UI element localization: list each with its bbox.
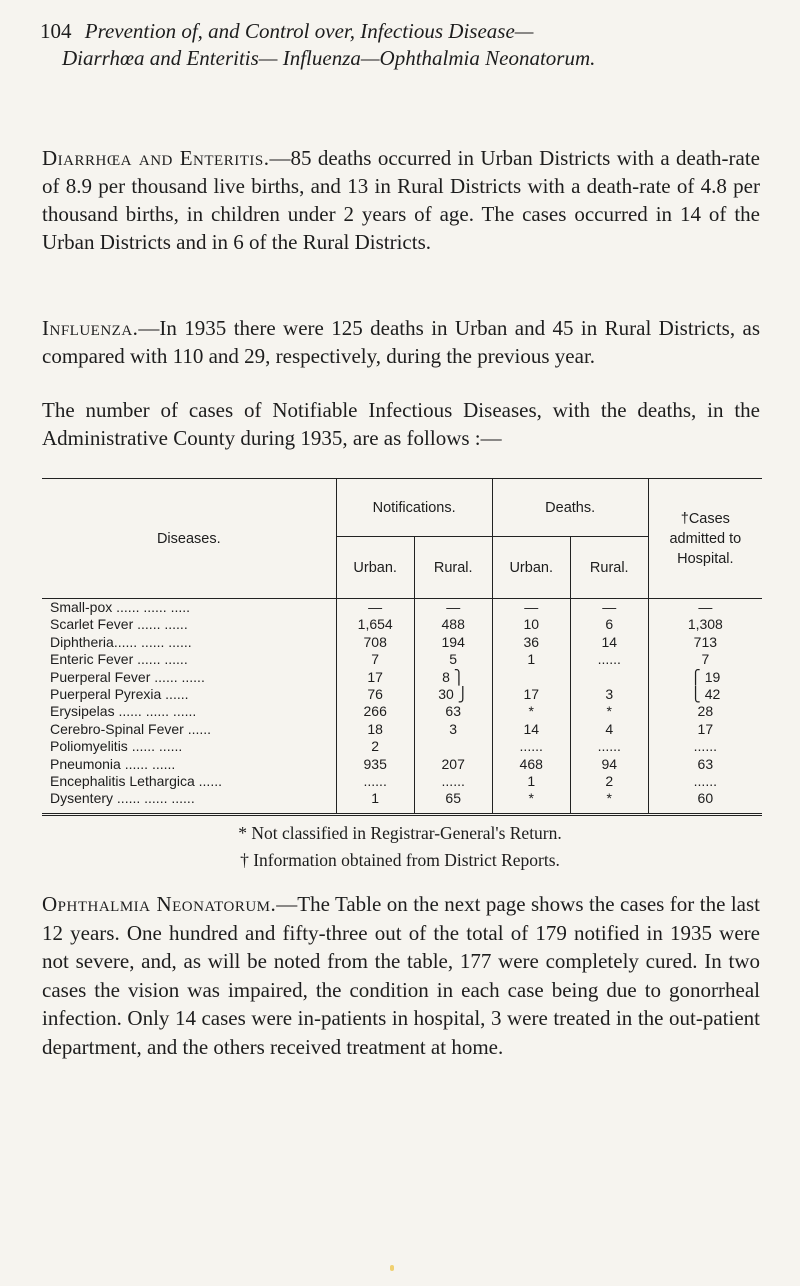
cell-deaths-rural: 94 [570,756,648,773]
diseases-table [42,478,762,816]
footnote-asterisk: * Not classified in Registrar-General's Return. [238,823,562,843]
cell-notif-urban: 2 [336,738,414,755]
cell-disease: Erysipelas ...... ...... ...... [50,703,197,720]
cell-deaths-urban [492,669,570,686]
cell-notif-rural: 65 [414,790,492,814]
table-row [42,790,762,814]
cell-deaths-urban: 14 [492,721,570,738]
cell-disease: Puerperal Fever ...... ...... [50,668,205,685]
cell-notif-rural [414,738,492,755]
cell-notif-rural: 3 [414,721,492,738]
table-row [42,616,762,633]
cell-deaths-rural: 6 [570,616,648,633]
cell-deaths-rural: 14 [570,634,648,651]
table-row [42,686,762,703]
table-row [42,599,762,617]
header-title-line1: Prevention of, and Control over, Infectious Disease— [84,19,534,43]
cell-hospital: 1,308 [648,616,762,633]
cell-deaths-urban: 17 [492,686,570,703]
ophthalmia-heading: Ophthalmia Neonatorum. [42,892,277,916]
influenza-paragraph [42,314,760,370]
diarrhoea-heading: Diarrhœa and Enteritis. [42,146,270,170]
diarrhoea-paragraph [42,144,760,256]
running-header [40,18,760,72]
cell-disease: Cerebro-Spinal Fever ...... [50,720,212,737]
cell-hospital: 713 [648,634,762,651]
cell-deaths-urban: 36 [492,634,570,651]
cell-notif-urban: 76 [336,686,414,703]
cell-disease: Puerperal Pyrexia ...... [50,686,189,703]
header-title-line2: Diarrhœa and Enteritis— Influenza—Ophthalmia Neonatorum. [62,46,596,70]
cell-deaths-rural: — [570,599,648,617]
cell-hospital: 28 [648,703,762,720]
cell-notif-urban: 7 [336,651,414,668]
cell-deaths-urban: 10 [492,616,570,633]
cell-notif-urban: ...... [336,773,414,790]
cell-notif-rural: 63 [414,703,492,720]
cell-deaths-urban: 1 [492,773,570,790]
cell-notif-urban: 1,654 [336,616,414,633]
cell-deaths-rural: 4 [570,721,648,738]
cell-notif-urban: 266 [336,703,414,720]
header-notifications: Notifications. [336,479,492,537]
cell-hospital: 7 [648,651,762,668]
header-notif-urban: Urban. [336,537,414,599]
cell-deaths-rural: * [570,790,648,814]
cell-notif-urban: 17 [336,669,414,686]
influenza-heading: Influenza. [42,316,139,340]
cell-deaths-urban: 1 [492,651,570,668]
cell-deaths-urban: — [492,599,570,617]
header-cases-hospital: †Cases admitted to Hospital. [648,479,762,599]
cell-notif-rural: 5 [414,651,492,668]
cell-deaths-urban: * [492,703,570,720]
header-deaths-urban: Urban. [492,537,570,599]
cell-notif-urban: 1 [336,790,414,814]
intro-text: The number of cases of Notifiable Infectious Diseases, with the deaths, in the Administrative County during 1935, are as follows :— [42,398,760,450]
cell-notif-rural: ...... [414,773,492,790]
cell-disease: Scarlet Fever ...... ...... [50,616,188,633]
cell-hospital: 63 [648,756,762,773]
header-notif-rural: Rural. [414,537,492,599]
cell-notif-rural: 207 [414,756,492,773]
page-number: 104 [40,19,72,43]
table-row [42,756,762,773]
cell-hospital: — [648,599,762,617]
table-row [42,738,762,755]
table-row [42,651,762,668]
cell-notif-urban: 708 [336,634,414,651]
cell-disease: Poliomyelitis ...... ...... [50,738,183,755]
cell-hospital: ⎩ 42 [648,686,762,703]
diarrhoea-text: —85 deaths occurred in Urban Districts with a death-rate of 8.9 per thousand live births, and 13 in Rural Districts with a death-rate of 4.8 per thousand births, in children under 2 years of age. The cases occurred in 14 of the Urban Districts and in 6 of the Rural Districts. [42,146,760,254]
cell-hospital: ...... [648,773,762,790]
cell-disease: Dysentery ...... ...... ...... [50,790,195,807]
cell-deaths-rural: 2 [570,773,648,790]
ophthalmia-paragraph [42,890,760,1061]
table-row [42,773,762,790]
cell-deaths-rural: 3 [570,686,648,703]
header-diseases: Diseases. [42,479,336,599]
cell-notif-rural: 488 [414,616,492,633]
table-row [42,721,762,738]
header-deaths-rural: Rural. [570,537,648,599]
cell-notif-rural: 8 ⎫ [414,669,492,686]
cell-disease: Pneumonia ...... ...... [50,755,176,772]
cell-notif-rural: — [414,599,492,617]
cell-deaths-rural: * [570,703,648,720]
table-row [42,703,762,720]
cell-disease: Small-pox ...... ...... ..... [50,599,191,615]
cell-hospital: ⎧ 19 [648,669,762,686]
table-row [42,634,762,651]
cell-notif-urban: 935 [336,756,414,773]
cell-disease: Diphtheria...... ...... ...... [50,633,192,650]
table-row [42,669,762,686]
cell-notif-urban: 18 [336,721,414,738]
cell-deaths-rural [570,669,648,686]
ink-speck [390,1265,394,1271]
footnotes [0,820,800,874]
header-deaths: Deaths. [492,479,648,537]
cell-notif-rural: 194 [414,634,492,651]
cell-deaths-rural: ...... [570,738,648,755]
influenza-text: —In 1935 there were 125 deaths in Urban and 45 in Rural Districts, as compared with 110 and 29, respectively, during the previous year. [42,316,760,368]
ophthalmia-text: —The Table on the next page shows the cases for the last 12 years. One hundred and fifty-three out of the total of 179 notified in 1935 were not severe, and, as will be noted from the table, 177 were completely cured. In two cases the vision was impaired, the condition in each case being due to gonorrheal infection. Only 14 cases were in-patients in hospital, 3 were treated in the out-patient department, and the others received treatment at home. [42,892,760,1059]
cell-notif-urban: — [336,599,414,617]
footnote-dagger: † Information obtained from District Reports. [240,850,560,870]
cell-deaths-urban: ...... [492,738,570,755]
cell-notif-rural: 30 ⎭ [414,686,492,703]
cell-hospital: 60 [648,790,762,814]
cell-deaths-urban: * [492,790,570,814]
cell-disease: Enteric Fever ...... ...... [50,651,188,668]
cell-deaths-rural: ...... [570,651,648,668]
cell-hospital: ...... [648,738,762,755]
cell-hospital: 17 [648,721,762,738]
cell-deaths-urban: 468 [492,756,570,773]
diseases-table-wrapper [42,478,762,816]
cell-disease: Encephalitis Lethargica ...... [50,773,222,790]
intro-paragraph [42,396,760,452]
